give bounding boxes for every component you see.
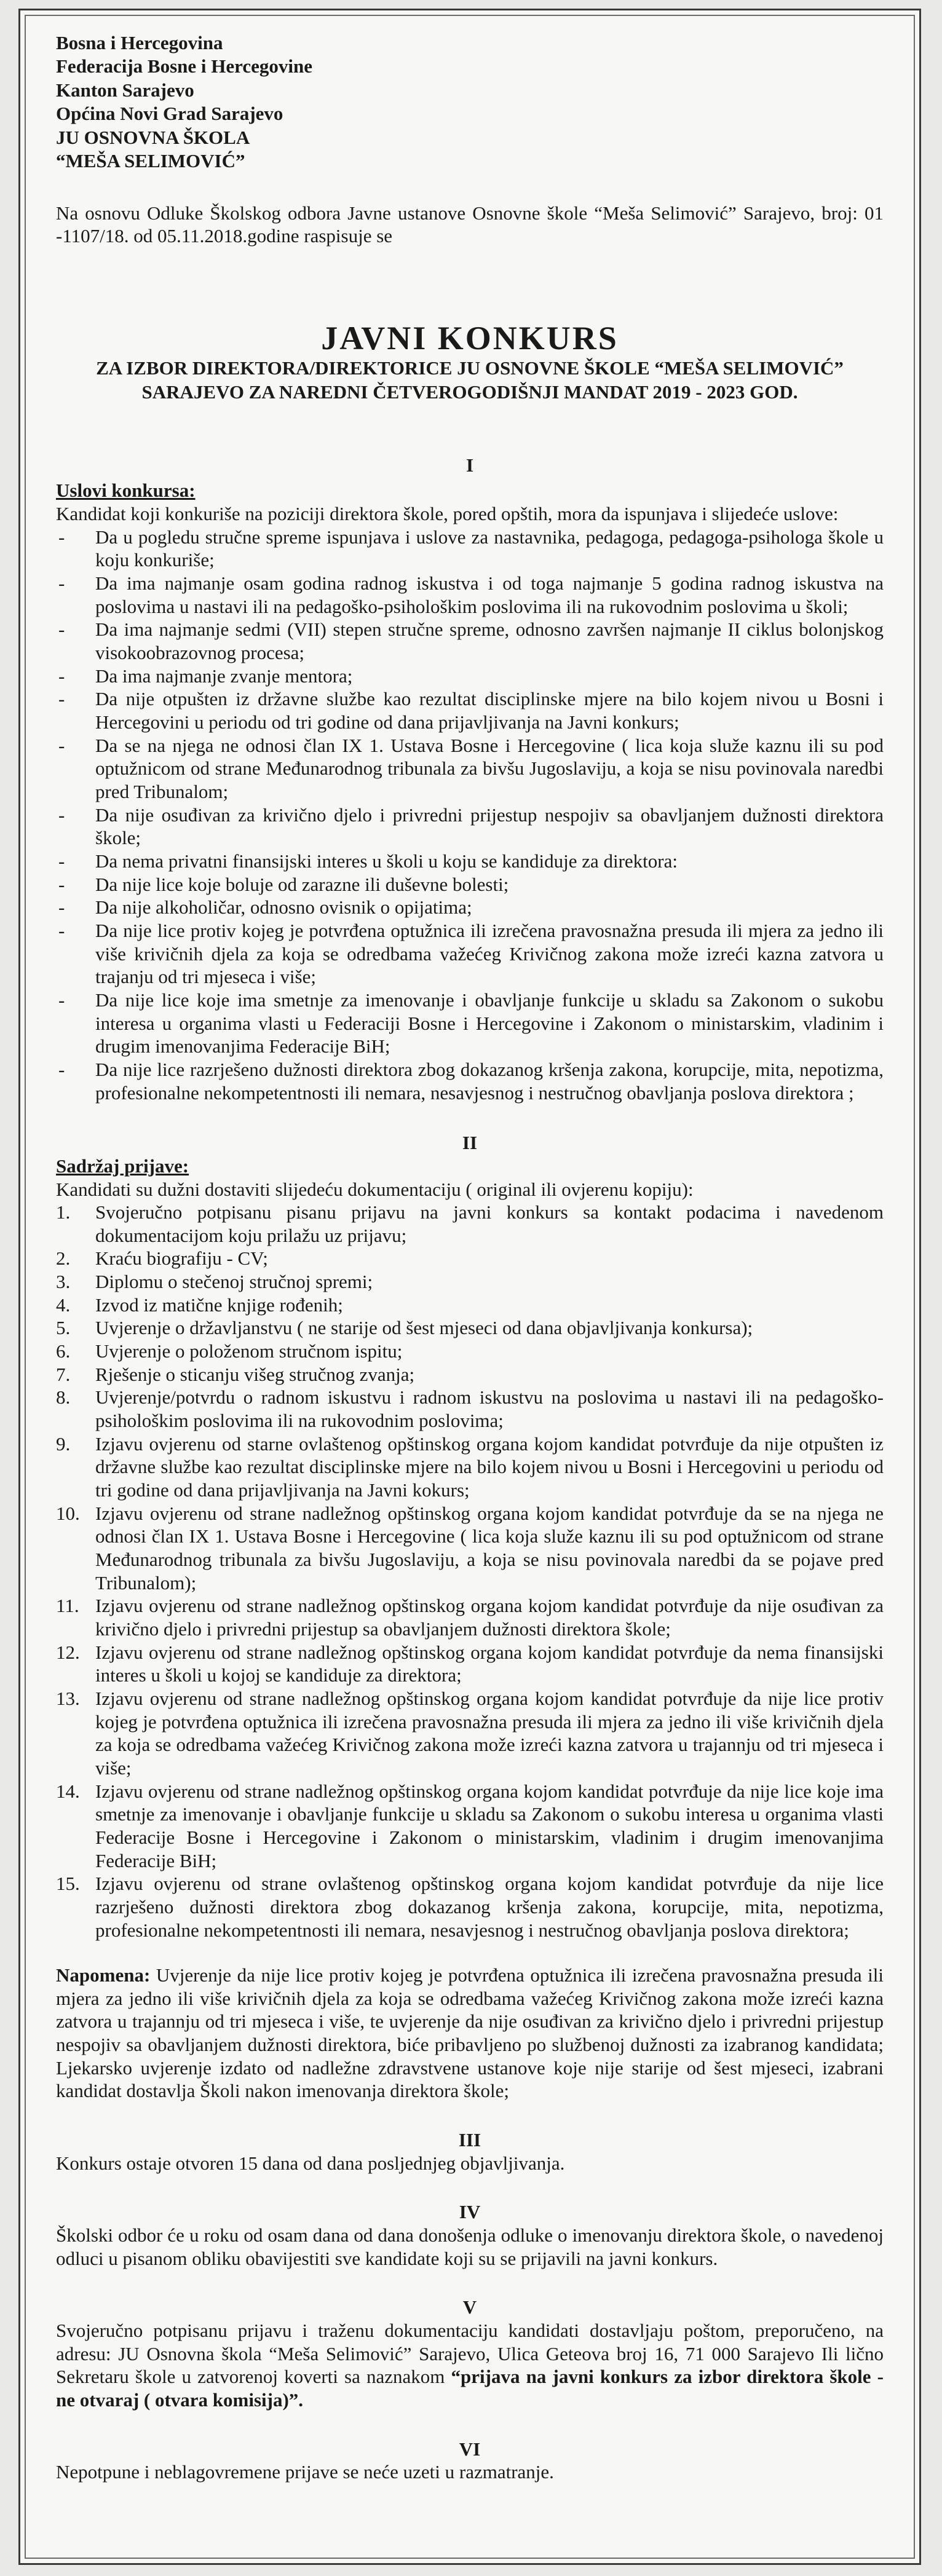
section-numeral-iii: III [458,2129,481,2151]
list-item [56,1872,884,1942]
section-text-v [56,2319,884,2412]
item-text: Izjavu ovjerenu od strane nadležnog opštinskog organa kojom kandidat potvrđuje da nema finansijski interes u školi u kojoj se kandiduje za direktora; [95,1641,884,1686]
item-text: Izjavu ovjerenu od strane nadležnog opštinskog organa kojom kandidat potvrđuje da nije lice protiv kojeg je potvrđena optužnica ili izrečena pravosnažna presuda ili mjera za jedno ili više krivičnih djela za koja se odredbama važećeg Krivičnog zakona može izreći kazna zatvora u trajannju od tri mjeseca i više; [95,1687,884,1779]
conditions-list [56,526,884,1104]
list-item: - Da nije lice razrješeno dužnosti direktora zbog dokazanog kršenja zakona, korupcije, mita, nepotizma, profesionalne nekompetentnosti ili nemara, nesavjesnog i nestručnog obavljanja poslova direktora ; [56,1058,884,1104]
header-line: Općina Novi Grad Sarajevo [56,103,283,125]
item-text: Izjavu ovjerenu od strane nadležnog opštinskog organa kojom kandidat potvrđuje da nije osuđivan za krivično djelo i privredni prijestup sa obavljanjem dužnosti direktora škole; [95,1595,884,1640]
list-item: - Da nije lice koje boluje od zarazne ili duševne bolesti; [56,873,884,896]
item-number: 1. [56,1201,71,1223]
item-text: Diplomu o stečenoj stručnoj spremi; [95,1271,373,1293]
item-number: 13. [56,1687,80,1709]
document-subtitle-line-1: ZA IZBOR DIREKTORA/DIREKTORICE JU OSNOVNE ŠKOLE “MEŠA SELIMOVIĆ” [96,357,844,379]
list-item: - Da nije alkoholičar, odnosno ovisnik o opijatima; [56,896,884,919]
item-text: Uvjerenje o položenom stručnom ispitu; [95,1340,403,1362]
item-number: 14. [56,1780,80,1802]
list-item [56,1270,884,1294]
section-text-iii: Konkurs ostaje otvoren 15 dana od dana posljednjeg objavljivanja. [56,2152,565,2174]
note-text: Uvjerenje da nije lice protiv kojeg je potvrđena optužnica ili izrečena pravosnažna presuda ili mjera za jedno ili više krivičnih djela za koja se odredbama važećeg Krivičnog zakona može izreći kazna zatvora u trajannju od tri mjeseca i više, te uvjerenje da nije osuđivan za krivično djelo i privredni prijestup nespojiv sa obavljanjem dužnosti direktora, biće pribavljeno po službenoj dužnosti za izabranog kandidata; Ljekarsko uvjerenje izdato od nadležne zdravstvene ustanove koje nije starije od šest mjeseci, izabrani kandidat dostavlja Školi nakon imenovanja direktora škole; [56,1964,884,2102]
item-text: Svojeručno potpisanu pisanu prijavu na javni konkurs sa kontakt podacima i navedenom dokumentacijom koju prilažu uz prijavu; [95,1201,884,1246]
document-page [18,9,921,2565]
header-line: Bosna i Hercegovina [56,32,223,53]
section-numeral-i: I [465,454,474,476]
section-lead-conditions: Kandidat koji konkuriše na poziciji direktora škole, pored opštih, mora da ispunjava i slijedeće uslove: [56,503,839,525]
section-heading-conditions: Uslovi konkursa: [56,480,196,502]
item-number: 8. [56,1386,71,1409]
list-item: - Da ima najmanje osam godina radnog iskustva i od toga najmanje 5 godina radnog iskustva na poslovima u nastavi ili na pedagoško-psihološkim poslovima ili na rukovodnim poslovima u školi; [56,572,884,618]
list-item: - Da nema privatni finansijski interes u školi u koju se kandiduje za direktora: [56,850,884,873]
section-numeral-ii: II [462,1132,478,1154]
list-item [56,1386,884,1432]
list-item [56,1641,884,1687]
section-numeral-v: V [462,2296,477,2318]
title-block [56,320,884,405]
section-text-vi: Nepotpune i neblagovremene prijave se neće uzeti u razmatranje. [56,2461,554,2483]
item-number: 5. [56,1317,71,1339]
item-text: Kraću biografiju - CV; [95,1247,268,1270]
document-title: JAVNI KONKURS [321,319,619,357]
list-item [56,1294,884,1317]
item-text: Izjavu ovjerenu od starne ovlaštenog opštinskog organa kojom kandidat potvrđuje da nije otpušten iz državne službe kao rezultat disciplinske mjere na bilo kojem nivou u Bosni i Hercegovini u periodu od tri godine od dana prijavljivanja na Javni kokurs; [95,1432,884,1501]
header-line: Federacija Bosne i Hercegovine [56,55,312,77]
item-number: 6. [56,1340,71,1362]
list-item [56,1594,884,1640]
section-heading-application: Sadržaj prijave: [56,1155,189,1177]
envelope-marking: “prijava na javni konkurs za izbor direktora škole - ne otvaraj ( otvara komisija)”. [56,2366,884,2411]
intro-paragraph: Na osnovu Odluke Školskog odbora Javne ustanove Osnovne škole “Meša Selimović” Sarajevo, broj: 01 -1107/18. od 05.11.2018.godine raspisuje se [56,202,884,247]
list-item: - Da nije lice koje ima smetnje za imenovanje i obavljanje funkcije u skladu sa Zakonom o sukobu interesa u organima vlasti u Federaciji Bosne i Hercegovine i Zakonom o ministarskim, vladinim i drugim imenovanjima Federacije BiH; [56,989,884,1058]
documents-list [56,1201,884,1942]
item-number: 12. [56,1641,80,1663]
item-number: 9. [56,1432,71,1455]
list-item: - Da ima najmanje zvanje mentora; [56,665,884,688]
list-item [56,1316,884,1340]
section-numeral-vi: VI [459,2438,481,2460]
list-item [56,1201,884,1247]
list-item [56,1432,884,1502]
issuer-header [56,31,884,173]
item-text: Uvjerenje/potvrdu o radnom iskustvu i radnom iskustvu na poslovima u nastavi ili na pedagoško-psihološkim poslovima ili na rukovodnim poslovima; [95,1386,884,1432]
list-item: - Da nije osuđivan za krivično djelo i privredni prijestup nespojiv sa obavljanjem dužnosti direktora škole; [56,804,884,850]
submission-text: Svojeručno potpisanu prijavu i traženu dokumentaciju kandidati dostavljaju poštom, preporučeno, na adresu: JU Osnovna škola “Meša Selimović” Sarajevo, Ulica Geteova broj 16, 71 000 Sarajevo Ili lično Sekretaru škole u zatvorenoj koverti sa naznakom [56,2320,884,2388]
note-paragraph [56,1964,884,2103]
item-number: 2. [56,1247,71,1270]
list-item: - Da nije lice protiv kojeg je potvrđena optužnica ili izrečena pravosnažna presuda ili mjera za jedno ili više krivičnih djela za koja se odredbama važećeg Krivičnog zakona može izreći kazna zatvora u trajanju od tri mjeseca i više; [56,919,884,989]
item-text: Izjavu ovjerenu od strane ovlaštenog opštinskog organa kojom kandidat potvrđuje da nije lice razrješeno dužnosti direktora zbog dokazanog kršenja zakona, korupcije, mita, nepotizma, profesionalne nekompetentnosti ili nemara, nesavjesnog i nestručnog obavljanja poslova direktora; [95,1873,884,1941]
section-lead-application: Kandidati su dužni dostaviti slijedeću dokumentaciju ( original ili ovjerenu kopiju): [56,1178,694,1200]
item-number: 7. [56,1363,71,1385]
list-item [56,1502,884,1595]
section-numeral-iv: IV [459,2201,481,2223]
list-item [56,1363,884,1386]
item-text: Uvjerenje o državljanstvu ( ne starije od šest mjeseci od dana objavljivanja konkursa); [95,1317,753,1339]
list-item [56,1247,884,1270]
document-subtitle-line-2: SARAJEVO ZA NAREDNI ČETVEROGODIŠNJI MANDAT 2019 - 2023 GOD. [141,381,798,403]
list-item: - Da u pogledu stručne spreme ispunjava i uslove za nastavnika, pedagoga, pedagoga-psihologa škole u koju konkuriše; [56,526,884,572]
item-text: Rješenje o sticanju višeg stručnog zvanja; [95,1363,415,1385]
item-number: 4. [56,1294,71,1316]
list-item [56,1780,884,1873]
header-line: JU OSNOVNA ŠKOLA [56,126,250,148]
list-item: - Da nije otpušten iz državne službe kao rezultat disciplinske mjere na bilo kojem nivou u Bosni i Hercegovini u periodu od tri godine od dana prijavljivanja na Javni konkurs; [56,687,884,733]
item-text: Izjavu ovjerenu od strane nadležnog opštinskog organa kojom kandidat potvrđuje da nije lice koje ima smetnje za imenovanje i obavljanje funkcije u skladu sa Zakonom o sukobu interesa u organima vlasti Federacije Bosne i Hercegovine i Zakonom o ministarskim, vladinim i drugim imenovanjima Federacije BiH; [95,1780,884,1871]
list-item [56,1340,884,1363]
item-text: Izvod iz matične knjige rođenih; [95,1294,343,1316]
list-item [56,1687,884,1780]
header-line: Kanton Sarajevo [56,79,194,101]
list-item: - Da ima najmanje sedmi (VII) stepen stručne spreme, odnosno završen najmanje II ciklus bolonjskog visokoobrazovnog procesa; [56,618,884,664]
section-text-iv: Školski odbor će u roku od osam dana od dana donošenja odluke o imenovanju direktora škole, o navedenoj odluci u pisanom obliku obavijestiti sve kandidate koji su se prijavili na javni konkurs. [56,2224,884,2269]
note-label: Napomena: [56,1964,151,1986]
item-number: 3. [56,1271,71,1293]
item-text: Izjavu ovjerenu od strane nadležnog opštinskog organa kojom kandidat potvrđuje da se na njega ne odnosi član IX 1. Ustava Bosne i Hercegovine ( lica koja služe kaznu ili su pod optužnicom od strane Međunarodnog tribunala za bivšu Jugoslaviju, a koja se nisu povinovala naredbi da se pojave pred Tribunalom); [95,1502,884,1594]
item-number: 10. [56,1502,80,1524]
header-line: “MEŠA SELIMOVIĆ” [56,150,245,172]
item-number: 15. [56,1873,80,1895]
list-item: - Da se na njega ne odnosi član IX 1. Ustava Bosne i Hercegovine ( lica koja služe kaznu ili su pod optužnicom od strane Međunarodnog tribunala za bivšu Jugoslaviju, a koja se nisu povinovala naredbi pred Tribunalom; [56,734,884,804]
item-number: 11. [56,1595,79,1617]
